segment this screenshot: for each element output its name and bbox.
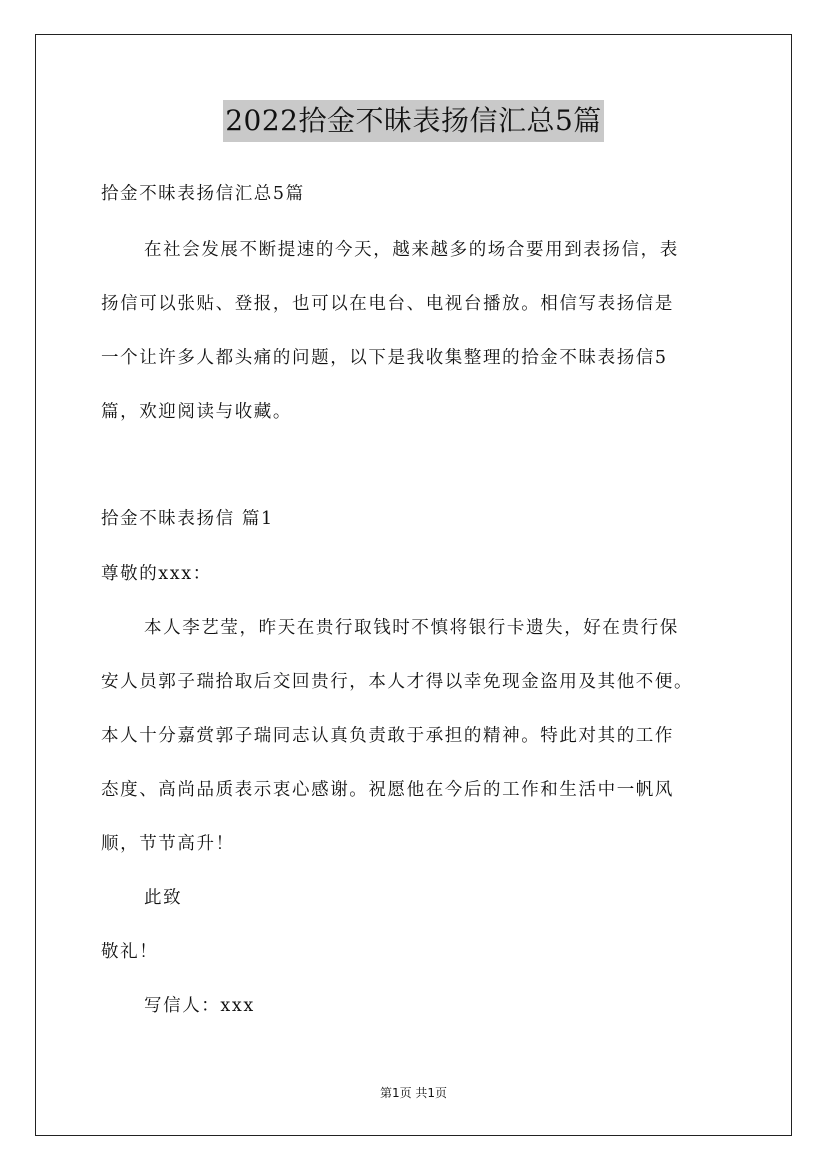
paragraph-line: 本人十分嘉赏郭子瑞同志认真负责敢于承担的精神。特此对其的工作 [101,726,674,746]
paragraph-line: 扬信可以张贴、登报，也可以在电台、电视台播放。相信写表扬信是 [101,294,674,314]
paragraph-line: 本人李艺莹，昨天在贵行取钱时不慎将银行卡遗失，好在贵行保 [144,618,679,638]
section-heading: 拾金不昧表扬信 篇1 [101,509,274,529]
document-title: 2022拾金不昧表扬信汇总5篇 [223,100,604,142]
title-container [0,100,827,142]
page-number: 第1页 共1页 [379,1086,448,1100]
salutation: 尊敬的xxx： [101,564,212,584]
paragraph-line: 一个让许多人都头痛的问题，以下是我收集整理的拾金不昧表扬信5 [101,348,668,368]
paragraph-line: 顺，节节高升！ [101,834,235,854]
signature-line: 写信人：xxx [144,996,255,1016]
paragraph-line: 篇，欢迎阅读与收藏。 [101,402,292,422]
paragraph-line: 在社会发展不断提速的今天，越来越多的场合要用到表扬信，表 [144,240,679,260]
closing-line: 此致 [144,888,183,908]
closing-line: 敬礼！ [101,942,159,962]
subtitle-line: 拾金不昧表扬信汇总5篇 [101,184,305,204]
paragraph-line: 安人员郭子瑞拾取后交回贵行，本人才得以幸免现金盗用及其他不便。 [101,672,694,692]
paragraph-line: 态度、高尚品质表示衷心感谢。祝愿他在今后的工作和生活中一帆风 [101,780,674,800]
